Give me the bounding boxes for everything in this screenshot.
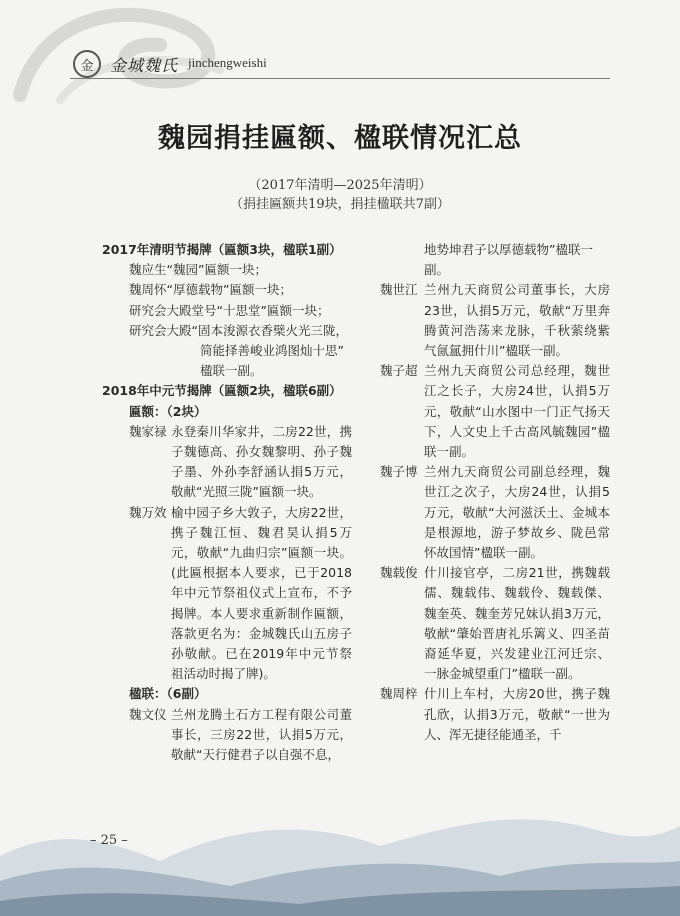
donor-name: 魏周梓 [380,686,418,702]
donor-entry [380,684,610,745]
subsection-couplets: 楹联：（6副） [129,686,207,702]
donor-entry [380,563,610,684]
donor-name: 魏载俊 [380,565,418,581]
subtitle-date-range: （2017年清明—2025年清明） [248,178,432,193]
donor-entry [102,422,352,503]
donor-entry [380,280,610,361]
donor-description: 兰州九天商贸公司副总经理，魏世江之次子，大房24世，认捐5万元，敬献“大河滋沃土、金城本是根源地，游子梦故乡、陇邑常怀故国情”楹联一副。 [424,464,610,561]
section-heading-2017: 2017年清明节揭牌（匾额3块，楹联1副） [102,242,342,257]
donor-description: 兰州九天商贸公司总经理，魏世江之长子，大房24世，认捐5万元，敬献“山水图中一门正气扬天下，人文史上千古高风毓魏园”楹联一副。 [424,363,610,460]
donor-name: 魏子超 [380,363,418,379]
donor-entry [102,503,352,685]
donor-name: 魏子博 [380,464,418,480]
donor-name: 魏世江 [380,282,418,298]
donor-description: 什川接官亭，二房21世，携魏载儒、魏载伟、魏载伶、魏载傑、魏奎英、魏奎芳兄妹认捐3万元，敬献“肇始晋唐礼乐篱义、四圣苗裔延华夏，兴发建业江河迁宗、一脉金城望重门”楹联一副。 [424,565,610,682]
donor-description: 兰州龙腾土石方工程有限公司董事长，三房22世，认捐5万元，敬献“天行健君子以自强不息， [171,706,352,763]
ink-mountains-decoration [0,786,680,916]
left-column [102,240,352,765]
donor-description: 榆中园子乡大敦子，大房22世，携子魏江恒、魏君昊认捐5万元，敬献“九曲归宗”匾额一块。(此匾根据本人要求，已于2018年中元节祭祖仪式上宣布，不予揭牌。本人要求重新制作匾额，落款更名为：金城魏氏山五房子孙敬献。已在2019年中元节祭祖活动时揭了牌)。 [171,504,352,682]
donor-name: 魏文仪 [129,706,167,722]
list-item: 魏应生“魏园”匾额一块； [129,262,267,278]
donor-name: 魏万效 [129,504,167,520]
header-pinyin: jinchengweishi [188,55,267,70]
header-divider [70,78,610,79]
donor-entry [380,361,610,462]
list-item: 魏周怀“厚德载物”匾额一块； [129,282,292,298]
page-number: – 25 – [90,833,128,848]
donor-description: 什川上车村，大房20世，携子魏孔欣，认捐3万元，敬献“一世为人、浑无捷径能通圣，千 [424,686,610,742]
subsection-plaques: 匾额：（2块） [129,403,207,419]
list-item: 研究会大殿“固本浚源衣香檗火光三陇， [129,322,348,338]
donor-entry [380,462,610,563]
subtitle-totals: （捐挂匾额共19块，捐挂楹联共7副） [230,197,450,212]
seal-logo-icon: 金 [73,50,101,78]
header-title: 金城魏氏 [110,56,179,75]
running-header [0,0,680,100]
right-column [380,240,610,745]
section-heading-2018: 2018年中元节揭牌（匾额2块，楹联6副） [102,383,342,399]
list-item-continuation: 简能择善峻业鸿图灿十思” [200,343,344,359]
list-item: 研究会大殿堂号“十思堂”匾额一块； [129,302,330,318]
donor-name: 魏家禄 [129,423,167,439]
donor-entry [102,705,352,766]
donor-description-continuation: 地势坤君子以厚德载物”楹联一副。 [424,242,593,278]
donor-description: 兰州九天商贸公司董事长，大房23世，认捐5万元，敬献“万里奔腾黄河浩荡来龙脉，千秋萦绕紫气氤氲拥什川”楹联一副。 [424,282,610,359]
list-item-continuation: 楹联一副。 [200,363,263,379]
donor-description: 永登秦川华家井，二房22世，携子魏德高、孙女魏黎明、孙子魏子墨、外孙李舒涵认捐5万元，敬献“光照三陇”匾额一块。 [171,423,352,500]
page-title: 魏园捐挂匾额、楹联情况汇总 [158,123,522,154]
